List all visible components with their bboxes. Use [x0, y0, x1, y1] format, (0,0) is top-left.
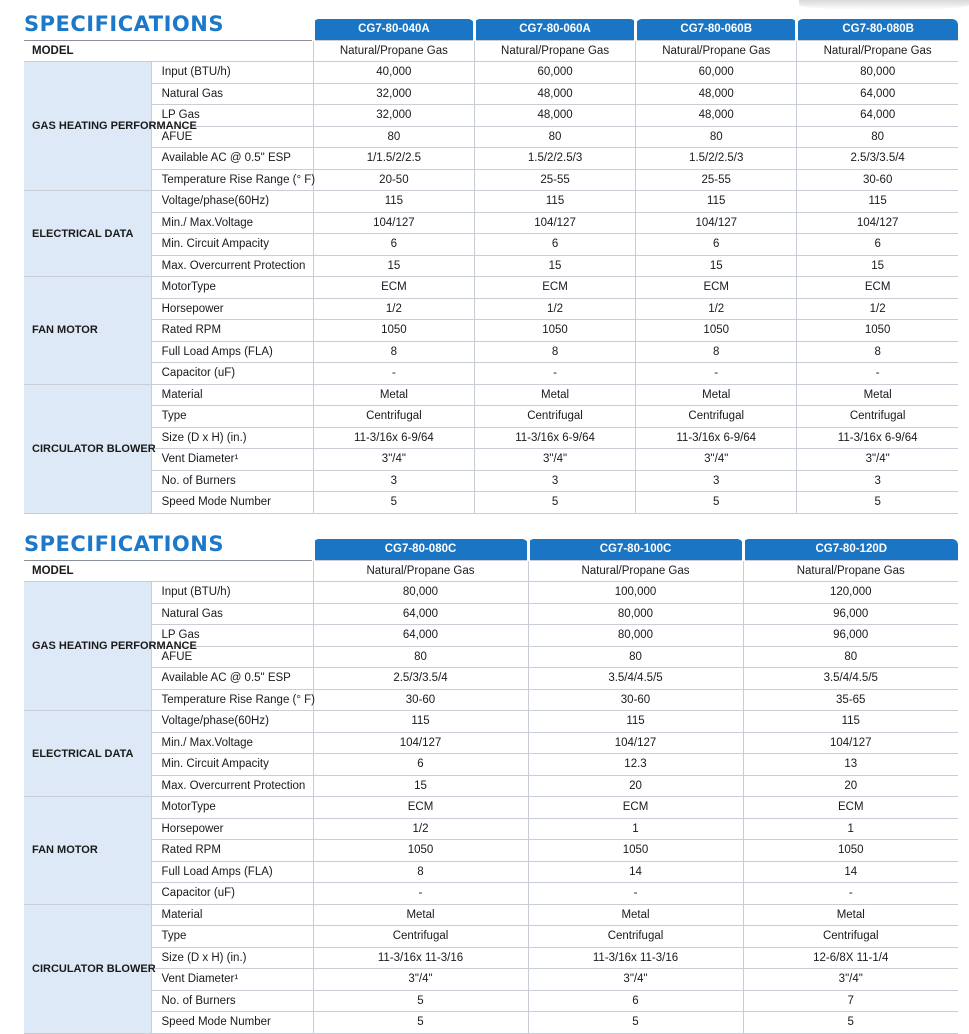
value-cell: 104/127 [313, 732, 528, 754]
value-cell: 3"/4" [313, 449, 474, 471]
value-cell: ECM [797, 277, 958, 299]
model-fuel-cell: Natural/Propane Gas [474, 40, 635, 62]
value-cell: 3"/4" [528, 969, 743, 991]
value-cell: 80 [528, 646, 743, 668]
value-cell: 1050 [636, 320, 797, 342]
model-header-row [24, 19, 958, 40]
model-name-header: CG7-80-120D [743, 539, 958, 560]
parameter-label: Capacitor (uF) [151, 883, 313, 905]
value-cell: 3"/4" [313, 969, 528, 991]
value-cell: 1050 [313, 320, 474, 342]
table-row [24, 341, 958, 363]
model-fuel-cell: Natural/Propane Gas [313, 40, 474, 62]
value-cell: 11-3/16x 11-3/16 [313, 947, 528, 969]
value-cell: 11-3/16x 11-3/16 [528, 947, 743, 969]
value-cell: 115 [474, 191, 635, 213]
value-cell: 11-3/16x 6-9/64 [474, 427, 635, 449]
parameter-label: AFUE [151, 646, 313, 668]
decorative-shadow [799, 0, 969, 10]
value-cell: 2.5/3/3.5/4 [797, 148, 958, 170]
model-row [24, 40, 958, 62]
value-cell: 35-65 [743, 689, 958, 711]
parameter-label: Available AC @ 0.5" ESP [151, 148, 313, 170]
table-row [24, 1012, 958, 1034]
table-row [24, 754, 958, 776]
value-cell: 115 [528, 711, 743, 733]
model-row [24, 560, 958, 582]
value-cell: 6 [313, 754, 528, 776]
value-cell: 1 [743, 818, 958, 840]
category-cell: ELECTRICAL DATA [24, 711, 151, 797]
parameter-label: MotorType [151, 797, 313, 819]
value-cell: 40,000 [313, 62, 474, 84]
value-cell: 3.5/4/4.5/5 [528, 668, 743, 690]
value-cell: 3"/4" [636, 449, 797, 471]
value-cell: 6 [528, 990, 743, 1012]
model-name-header: CG7-80-080C [313, 539, 528, 560]
value-cell: 12.3 [528, 754, 743, 776]
parameter-label: Size (D x H) (in.) [151, 427, 313, 449]
value-cell: 104/127 [313, 212, 474, 234]
value-cell: 6 [636, 234, 797, 256]
table-row [24, 775, 958, 797]
parameter-label: Max. Overcurrent Protection [151, 775, 313, 797]
value-cell: Centrifugal [313, 406, 474, 428]
model-fuel-cell: Natural/Propane Gas [797, 40, 958, 62]
value-cell: 1 [528, 818, 743, 840]
value-cell: 120,000 [743, 582, 958, 604]
value-cell: ECM [636, 277, 797, 299]
spec-table-1 [24, 19, 958, 514]
value-cell: 32,000 [313, 105, 474, 127]
value-cell: 14 [528, 861, 743, 883]
category-cell: GAS HEATING PERFORMANCE [24, 62, 151, 191]
model-name-header: CG7-80-040A [313, 19, 474, 40]
value-cell: - [474, 363, 635, 385]
value-cell: Centrifugal [636, 406, 797, 428]
value-cell: Centrifugal [474, 406, 635, 428]
value-cell: 3 [797, 470, 958, 492]
value-cell: - [528, 883, 743, 905]
value-cell: ECM [528, 797, 743, 819]
table-row [24, 212, 958, 234]
category-cell: CIRCULATOR BLOWER [24, 384, 151, 513]
value-cell: 5 [636, 492, 797, 514]
value-cell: Metal [474, 384, 635, 406]
header-spacer [24, 539, 313, 560]
value-cell: 80 [313, 126, 474, 148]
value-cell: Centrifugal [528, 926, 743, 948]
value-cell: ECM [313, 277, 474, 299]
value-cell: 3.5/4/4.5/5 [743, 668, 958, 690]
value-cell: 48,000 [474, 105, 635, 127]
model-name-header: CG7-80-060B [636, 19, 797, 40]
parameter-label: Material [151, 384, 313, 406]
value-cell: 60,000 [636, 62, 797, 84]
parameter-label: AFUE [151, 126, 313, 148]
table-row [24, 298, 958, 320]
value-cell: 80 [636, 126, 797, 148]
category-cell: GAS HEATING PERFORMANCE [24, 582, 151, 711]
value-cell: 20 [743, 775, 958, 797]
value-cell: Centrifugal [743, 926, 958, 948]
value-cell: Metal [528, 904, 743, 926]
value-cell: 5 [528, 1012, 743, 1034]
parameter-label: No. of Burners [151, 990, 313, 1012]
table-row [24, 668, 958, 690]
value-cell: 15 [636, 255, 797, 277]
parameter-label: Full Load Amps (FLA) [151, 341, 313, 363]
parameter-label: LP Gas [151, 105, 313, 127]
value-cell: 2.5/3/3.5/4 [313, 668, 528, 690]
value-cell: 48,000 [636, 105, 797, 127]
value-cell: Metal [797, 384, 958, 406]
value-cell: 3 [636, 470, 797, 492]
value-cell: 1050 [313, 840, 528, 862]
table-row [24, 625, 958, 647]
value-cell: 3 [474, 470, 635, 492]
parameter-label: Natural Gas [151, 603, 313, 625]
value-cell: 1/2 [636, 298, 797, 320]
parameter-label: Min. Circuit Ampacity [151, 234, 313, 256]
value-cell: - [636, 363, 797, 385]
value-cell: 11-3/16x 6-9/64 [797, 427, 958, 449]
value-cell: 1/2 [474, 298, 635, 320]
value-cell: 80 [313, 646, 528, 668]
value-cell: 64,000 [797, 105, 958, 127]
value-cell: 5 [474, 492, 635, 514]
value-cell: 80,000 [528, 625, 743, 647]
parameter-label: Speed Mode Number [151, 492, 313, 514]
value-cell: 104/127 [797, 212, 958, 234]
value-cell: 6 [474, 234, 635, 256]
parameter-label: Temperature Rise Range (° F) [151, 169, 313, 191]
value-cell: 64,000 [797, 83, 958, 105]
category-cell: CIRCULATOR BLOWER [24, 904, 151, 1033]
value-cell: 5 [313, 492, 474, 514]
value-cell: 1/2 [313, 298, 474, 320]
value-cell: 104/127 [636, 212, 797, 234]
table-row [24, 603, 958, 625]
value-cell: 1/2 [313, 818, 528, 840]
value-cell: 115 [313, 191, 474, 213]
table-row [24, 384, 958, 406]
table-row [24, 492, 958, 514]
value-cell: 32,000 [313, 83, 474, 105]
model-fuel-cell: Natural/Propane Gas [636, 40, 797, 62]
value-cell: 20-50 [313, 169, 474, 191]
value-cell: Metal [313, 904, 528, 926]
model-fuel-cell: Natural/Propane Gas [743, 560, 958, 582]
model-header-row [24, 539, 958, 560]
table-row [24, 169, 958, 191]
model-name-header: CG7-80-080B [797, 19, 958, 40]
table-row [24, 255, 958, 277]
parameter-label: Full Load Amps (FLA) [151, 861, 313, 883]
parameter-label: Voltage/phase(60Hz) [151, 191, 313, 213]
table-row [24, 83, 958, 105]
value-cell: 3"/4" [474, 449, 635, 471]
section-title: SPECIFICATIONS [24, 12, 224, 36]
parameter-label: Rated RPM [151, 320, 313, 342]
value-cell: 15 [313, 255, 474, 277]
value-cell: 1/1.5/2/2.5 [313, 148, 474, 170]
table-row [24, 148, 958, 170]
value-cell: 25-55 [636, 169, 797, 191]
model-name-header: CG7-80-100C [528, 539, 743, 560]
value-cell: 104/127 [528, 732, 743, 754]
table-row [24, 126, 958, 148]
table-row [24, 732, 958, 754]
table-row [24, 797, 958, 819]
value-cell: 15 [313, 775, 528, 797]
header-spacer [24, 19, 313, 40]
model-fuel-cell: Natural/Propane Gas [313, 560, 528, 582]
value-cell: 8 [797, 341, 958, 363]
value-cell: 104/127 [474, 212, 635, 234]
table-row [24, 470, 958, 492]
value-cell: 80,000 [528, 603, 743, 625]
table-row [24, 711, 958, 733]
value-cell: 96,000 [743, 625, 958, 647]
value-cell: 3"/4" [797, 449, 958, 471]
value-cell: 80 [743, 646, 958, 668]
table-row [24, 689, 958, 711]
parameter-label: Type [151, 406, 313, 428]
parameter-label: Min./ Max.Voltage [151, 732, 313, 754]
spec-table-2 [24, 539, 958, 1034]
parameter-label: Max. Overcurrent Protection [151, 255, 313, 277]
table-row [24, 582, 958, 604]
parameter-label: Input (BTU/h) [151, 62, 313, 84]
value-cell: 115 [636, 191, 797, 213]
value-cell: 80,000 [797, 62, 958, 84]
value-cell: 64,000 [313, 625, 528, 647]
table-row [24, 883, 958, 905]
table-row [24, 105, 958, 127]
table-row [24, 904, 958, 926]
value-cell: 80 [474, 126, 635, 148]
value-cell: 12-6/8X 11-1/4 [743, 947, 958, 969]
table-row [24, 818, 958, 840]
value-cell: 30-60 [528, 689, 743, 711]
value-cell: 5 [313, 990, 528, 1012]
table-row [24, 646, 958, 668]
value-cell: - [743, 883, 958, 905]
table-row [24, 427, 958, 449]
value-cell: 15 [797, 255, 958, 277]
table-row [24, 926, 958, 948]
value-cell: 20 [528, 775, 743, 797]
value-cell: 15 [474, 255, 635, 277]
value-cell: ECM [313, 797, 528, 819]
value-cell: - [797, 363, 958, 385]
value-cell: 1.5/2/2.5/3 [474, 148, 635, 170]
value-cell: 5 [313, 1012, 528, 1034]
value-cell: 96,000 [743, 603, 958, 625]
value-cell: 1.5/2/2.5/3 [636, 148, 797, 170]
value-cell: 8 [474, 341, 635, 363]
value-cell: Metal [636, 384, 797, 406]
table-row [24, 449, 958, 471]
value-cell: 11-3/16x 6-9/64 [313, 427, 474, 449]
model-label: MODEL [24, 560, 313, 582]
parameter-label: Vent Diameter¹ [151, 969, 313, 991]
table-row [24, 191, 958, 213]
parameter-label: Horsepower [151, 818, 313, 840]
parameter-label: Available AC @ 0.5" ESP [151, 668, 313, 690]
value-cell: 1050 [797, 320, 958, 342]
value-cell: 6 [797, 234, 958, 256]
parameter-label: MotorType [151, 277, 313, 299]
parameter-label: Type [151, 926, 313, 948]
parameter-label: LP Gas [151, 625, 313, 647]
value-cell: Metal [313, 384, 474, 406]
value-cell: 1050 [474, 320, 635, 342]
parameter-label: Temperature Rise Range (° F) [151, 689, 313, 711]
value-cell: 1/2 [797, 298, 958, 320]
parameter-label: Speed Mode Number [151, 1012, 313, 1034]
value-cell: 6 [313, 234, 474, 256]
parameter-label: Min./ Max.Voltage [151, 212, 313, 234]
value-cell: 1050 [743, 840, 958, 862]
value-cell: 25-55 [474, 169, 635, 191]
category-cell: FAN MOTOR [24, 277, 151, 385]
value-cell: 14 [743, 861, 958, 883]
model-fuel-cell: Natural/Propane Gas [528, 560, 743, 582]
parameter-label: Natural Gas [151, 83, 313, 105]
value-cell: 115 [313, 711, 528, 733]
value-cell: 11-3/16x 6-9/64 [636, 427, 797, 449]
value-cell: - [313, 363, 474, 385]
category-cell: ELECTRICAL DATA [24, 191, 151, 277]
value-cell: - [313, 883, 528, 905]
parameter-label: No. of Burners [151, 470, 313, 492]
table-row [24, 990, 958, 1012]
parameter-label: Min. Circuit Ampacity [151, 754, 313, 776]
value-cell: ECM [474, 277, 635, 299]
value-cell: 104/127 [743, 732, 958, 754]
value-cell: 7 [743, 990, 958, 1012]
value-cell: 3 [313, 470, 474, 492]
value-cell: 8 [313, 341, 474, 363]
value-cell: 1050 [528, 840, 743, 862]
model-label: MODEL [24, 40, 313, 62]
table-row [24, 969, 958, 991]
table-row [24, 234, 958, 256]
value-cell: 13 [743, 754, 958, 776]
value-cell: Centrifugal [797, 406, 958, 428]
value-cell: 8 [313, 861, 528, 883]
table-row [24, 363, 958, 385]
value-cell: 30-60 [797, 169, 958, 191]
value-cell: 5 [797, 492, 958, 514]
value-cell: 8 [636, 341, 797, 363]
table-row [24, 840, 958, 862]
table-row [24, 406, 958, 428]
table-row [24, 947, 958, 969]
parameter-label: Capacitor (uF) [151, 363, 313, 385]
value-cell: 5 [743, 1012, 958, 1034]
table-row [24, 320, 958, 342]
parameter-label: Size (D x H) (in.) [151, 947, 313, 969]
value-cell: 80 [797, 126, 958, 148]
parameter-label: Rated RPM [151, 840, 313, 862]
model-name-header: CG7-80-060A [474, 19, 635, 40]
category-cell: FAN MOTOR [24, 797, 151, 905]
value-cell: 3"/4" [743, 969, 958, 991]
value-cell: Metal [743, 904, 958, 926]
value-cell: 60,000 [474, 62, 635, 84]
value-cell: Centrifugal [313, 926, 528, 948]
table-row [24, 861, 958, 883]
section-title: SPECIFICATIONS [24, 532, 224, 556]
table-row [24, 277, 958, 299]
value-cell: 64,000 [313, 603, 528, 625]
parameter-label: Vent Diameter¹ [151, 449, 313, 471]
value-cell: 115 [743, 711, 958, 733]
value-cell: 100,000 [528, 582, 743, 604]
table-row [24, 62, 958, 84]
value-cell: 30-60 [313, 689, 528, 711]
parameter-label: Input (BTU/h) [151, 582, 313, 604]
parameter-label: Material [151, 904, 313, 926]
parameter-label: Horsepower [151, 298, 313, 320]
parameter-label: Voltage/phase(60Hz) [151, 711, 313, 733]
value-cell: 115 [797, 191, 958, 213]
value-cell: ECM [743, 797, 958, 819]
value-cell: 48,000 [636, 83, 797, 105]
value-cell: 48,000 [474, 83, 635, 105]
value-cell: 80,000 [313, 582, 528, 604]
